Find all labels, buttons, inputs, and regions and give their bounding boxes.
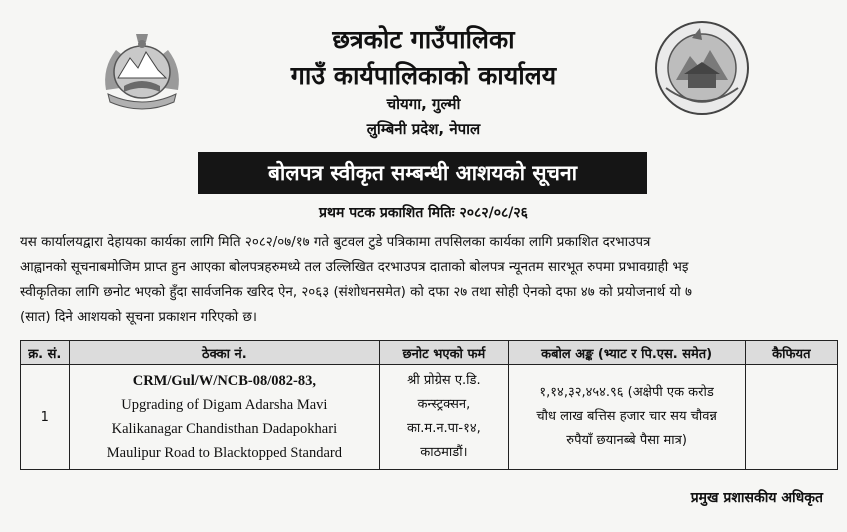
firm-line: का.म.न.पा-१४, — [406, 421, 481, 436]
header-contract-no: ठेक्का नं. — [69, 341, 380, 365]
office-province-line: लुम्बिनी प्रदेश, नेपाल — [366, 120, 481, 138]
firm-line: श्री प्रोग्रेस ए.डि. — [407, 373, 481, 388]
notice-title: बोलपत्र स्वीकृत सम्बन्धी आशयको सूचना — [198, 152, 647, 194]
cell-firm — [380, 365, 508, 470]
contract-desc-line: Kalikanagar Chandisthan Dadapokhari — [111, 421, 338, 437]
cell-remarks — [745, 365, 837, 470]
office-name-line1: छत्रकोट गाउँपालिका — [332, 25, 515, 54]
header-serial: क्र. सं. — [21, 341, 70, 365]
cell-contract — [69, 365, 380, 470]
firm-line: काठमाडौं। — [420, 445, 468, 460]
contract-desc-line: Maulipur Road to Blacktopped Standard — [106, 445, 342, 461]
contract-code: CRM/Gul/W/NCB-08/082-83, — [132, 373, 316, 389]
office-name-line2: गाउँ कार्यपालिकाको कार्यालय — [290, 61, 557, 90]
notice-body-line: यस कार्यालयद्वारा देहायका कार्यका लागि मिति २०८२/०७/१७ गते बुटवल टुडे पत्रिकामा तपसिलका कार्यका लागि प्रकाशित दरभाउपत्र — [20, 235, 651, 250]
tender-table — [20, 340, 838, 470]
notice-body — [20, 230, 828, 330]
notice-body-line: आह्वानको सूचनाबमोजिम प्राप्त हुन आएका बोलपत्रहरुमध्ये तल उल्लिखित दरभाउपत्र दाताको बोलपत्र न्यूनतम सारभूत रुपमा प्रभावग्राही भइ — [20, 260, 689, 275]
signatory-title: प्रमुख प्रशासकीय अधिकृत — [690, 490, 823, 506]
table-header-row — [21, 341, 838, 365]
office-address-line: चोयगा, गुल्मी — [386, 95, 461, 113]
cell-serial: 1 — [21, 365, 70, 470]
notice-body-line: (सात) दिने आशयको सूचना प्रकाशन गरिएको छ। — [20, 310, 257, 325]
table-row — [21, 365, 838, 470]
amount-line: रुपैयाँ छयानब्बे पैसा मात्र) — [566, 433, 687, 448]
header-selected-firm: छनोट भएको फर्म — [380, 341, 508, 365]
firm-line: कन्स्ट्रक्सन, — [417, 397, 471, 412]
publication-date: प्रथम पटक प्रकाशित मितिः २०८२/०८/२६ — [319, 205, 528, 221]
amount-line: १,१४,३२,४५४.९६ (अक्षेपी एक करोड — [539, 385, 714, 400]
cell-amount — [508, 365, 745, 470]
contract-desc-line: Upgrading of Digam Adarsha Mavi — [121, 397, 328, 413]
header-remarks: कैफियत — [745, 341, 837, 365]
amount-line: चौध लाख बत्तिस हजार चार सय चौवन्न — [536, 409, 717, 424]
header-bid-amount: कबोल अङ्क (भ्याट र पि.एस. समेत) — [508, 341, 745, 365]
notice-body-line: स्वीकृतिका लागि छनोट भएको हुँदा सार्वजनिक खरिद ऐन, २०६३ (संशोधनसमेत) को दफा २७ तथा सोही ऐनको दफा ४७ को प्रयोजनार्थ यो ७ — [20, 285, 692, 300]
